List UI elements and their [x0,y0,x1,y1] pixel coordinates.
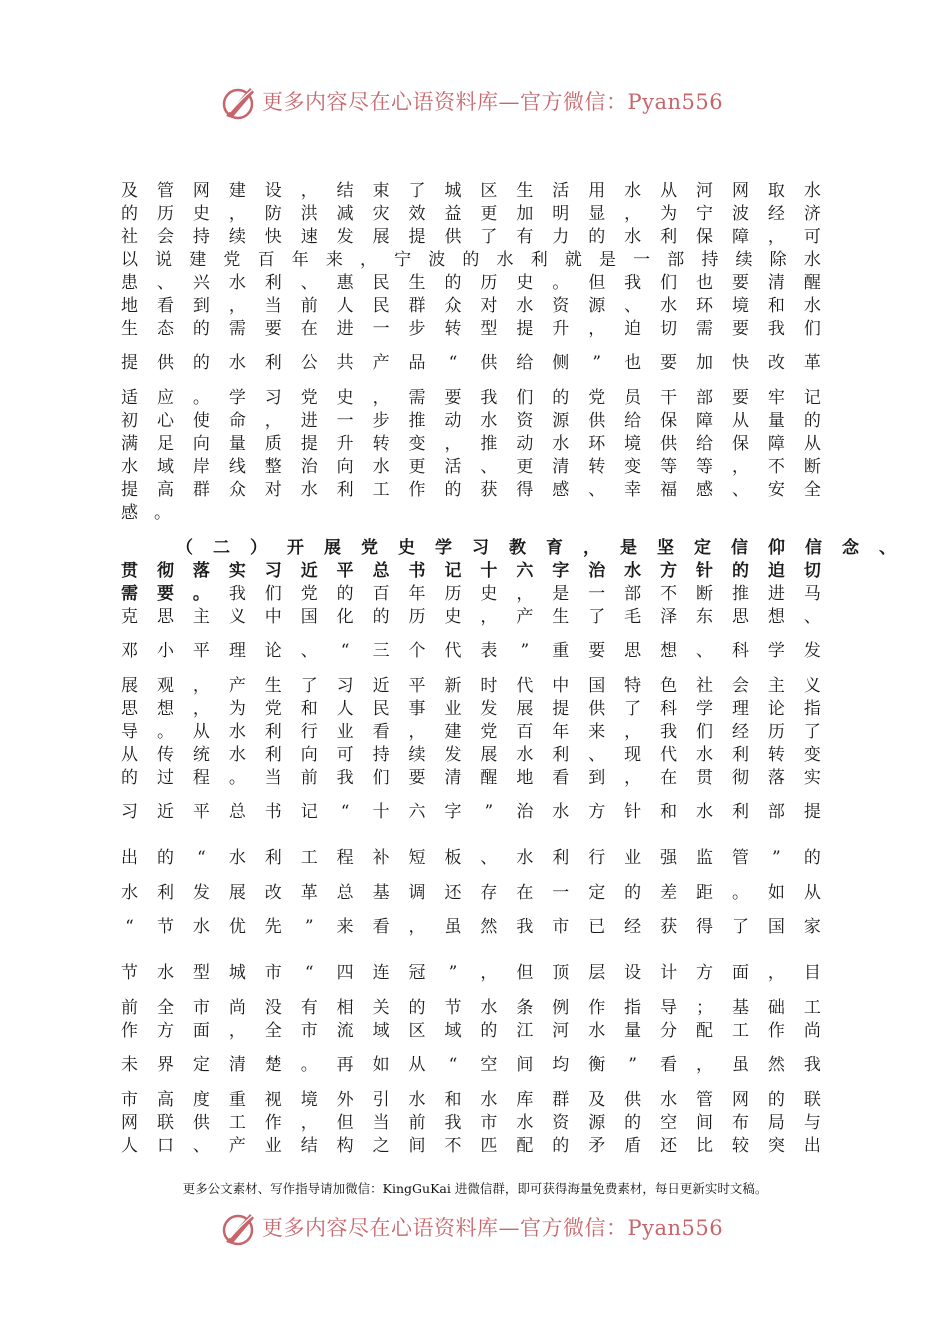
text-line: 贯 彻 落 实 习 近 平 总 书 记 十 六 字 治 水 方 针 的 迫 切 [121,561,821,581]
text-line: 患 、 兴 水 利 、 惠 民 生 的 历 史 。 但 我 们 也 要 清 醒 [121,273,821,293]
text-line: 导 。 从 水 利 行 业 看 ， 建 党 百 年 来 ， 我 们 经 历 了 [121,722,821,742]
text-line: 从 传 统 水 利 向 可 持 续 发 展 水 利 、 现 代 水 利 转 变 [121,745,821,765]
text-line: 社 会 持 续 快 速 发 展 提 供 了 有 力 的 水 利 保 障 ， 可 [121,227,821,247]
text-line: 初 心 使 命 ， 进 一 步 推 动 水 资 源 供 给 保 障 从 量 的 [121,411,821,431]
quill-pen-logo-icon [220,82,260,122]
text-line: 以 说 建 党 百 年 来 ， 宁 波 的 水 利 就 是 一 部 持 续 除 水 [121,250,821,270]
text-line: 网 联 供 工 作 ， 但 当 前 我 市 水 资 源 的 空 间 布 局 与 [121,1113,821,1133]
text-line: 思 想 ， 为 党 和 人 民 事 业 发 展 提 供 了 科 学 理 论 指 [121,699,821,719]
text-line: 前 全 市 尚 没 有 相 关 的 节 水 条 例 作 指 导 ； 基 础 工 [121,998,821,1018]
text-line: 节 水 型 城 市 “ 四 连 冠 ” ， 但 顶 层 设 计 方 面 ， 目 [121,963,821,983]
text-line: 人 口 、 产 业 结 构 之 间 不 匹 配 的 矛 盾 还 比 较 突 出 [121,1136,821,1156]
watermark-banner-bottom [0,1206,950,1256]
text-line: 市 高 度 重 视 境 外 引 水 和 水 库 群 及 供 水 管 网 的 联 [121,1090,821,1110]
text-line: 地 看 到 ， 当 前 人 民 群 众 对 水 资 源 、 水 环 境 和 水 [121,296,821,316]
watermark-text-bottom: 更多内容尽在心语资料库—官方微信：Pyan556 [262,1216,724,1240]
text-line: “ 节 水 优 先 ” 来 看 ， 虽 然 我 市 已 经 获 得 了 国 家 [125,917,821,937]
text-line: 提 供 的 水 利 公 共 产 品 “ 供 给 侧 ” 也 要 加 快 改 革 [121,353,821,373]
quill-pen-logo-icon [220,1208,260,1248]
watermark-banner-top [0,80,950,130]
text-line: 未 界 定 清 楚 。 再 如 从 “ 空 间 均 衡 ” 看 ， 虽 然 我 [121,1055,821,1075]
text-line: 出 的 “ 水 利 工 程 补 短 板 、 水 利 行 业 强 监 管 ” 的 [121,848,821,868]
text-line: 及 管 网 建 设 ， 结 束 了 城 区 生 活 用 水 从 河 网 取 水 [121,181,821,201]
text-line: 的 过 程 。 当 前 我 们 要 清 醒 地 看 到 ， 在 贯 彻 落 实 [121,768,821,788]
text-line: （ 二 ） 开 展 党 史 学 习 教 育 ， 是 坚 定 信 仰 信 念 、 [176,538,896,558]
text-line: 提 高 群 众 对 水 利 工 作 的 获 得 感 、 幸 福 感 、 安 全 [121,480,821,500]
text-line: 展 观 ， 产 生 了 习 近 平 新 时 代 中 国 特 色 社 会 主 义 [121,676,821,696]
text-line: 生 态 的 需 要 在 进 一 步 转 型 提 升 ， 迫 切 需 要 我 们 [121,319,821,339]
text-line: 邓 小 平 理 论 、 “ 三 个 代 表 ” 重 要 思 想 、 科 学 发 [121,641,821,661]
text-line: 适 应 。 学 习 党 史 ， 需 要 我 们 的 党 员 干 部 要 牢 记 [121,388,821,408]
text-line: 作 方 面 ， 全 市 流 域 区 域 的 江 河 水 量 分 配 工 作 尚 [121,1021,821,1041]
text-line: 的 历 史 ， 防 洪 减 灾 效 益 更 加 明 显 ， 为 宁 波 经 济 [121,204,821,224]
text-line: 满 足 向 量 质 提 升 转 变 ， 推 动 水 环 境 供 给 保 障 从 [121,434,821,454]
text-line: 水 域 岸 线 整 治 向 水 更 活 、 更 清 转 变 等 等 ， 不 断 [121,457,821,477]
text-line: 需 要 。 我 们 党 的 百 年 历 史 ， 是 一 部 不 断 推 进 马 [121,584,821,604]
watermark-text-top: 更多内容尽在心语资料库—官方微信：Pyan556 [262,90,724,114]
text-line: 克 思 主 义 中 国 化 的 历 史 ， 产 生 了 毛 泽 东 思 想 、 [121,607,821,627]
text-line: 水 利 发 展 改 革 总 基 调 还 存 在 一 定 的 差 距 。 如 从 [121,883,821,903]
text-line: 习 近 平 总 书 记 “ 十 六 字 ” 治 水 方 针 和 水 利 部 提 [121,802,821,822]
text-line: 感 。 [121,503,171,523]
footer-note: 更多公文素材、写作指导请加微信：KingGuKai 进微信群，即可获得海量免费素材，每日更新实时文稿。 [182,1181,768,1196]
